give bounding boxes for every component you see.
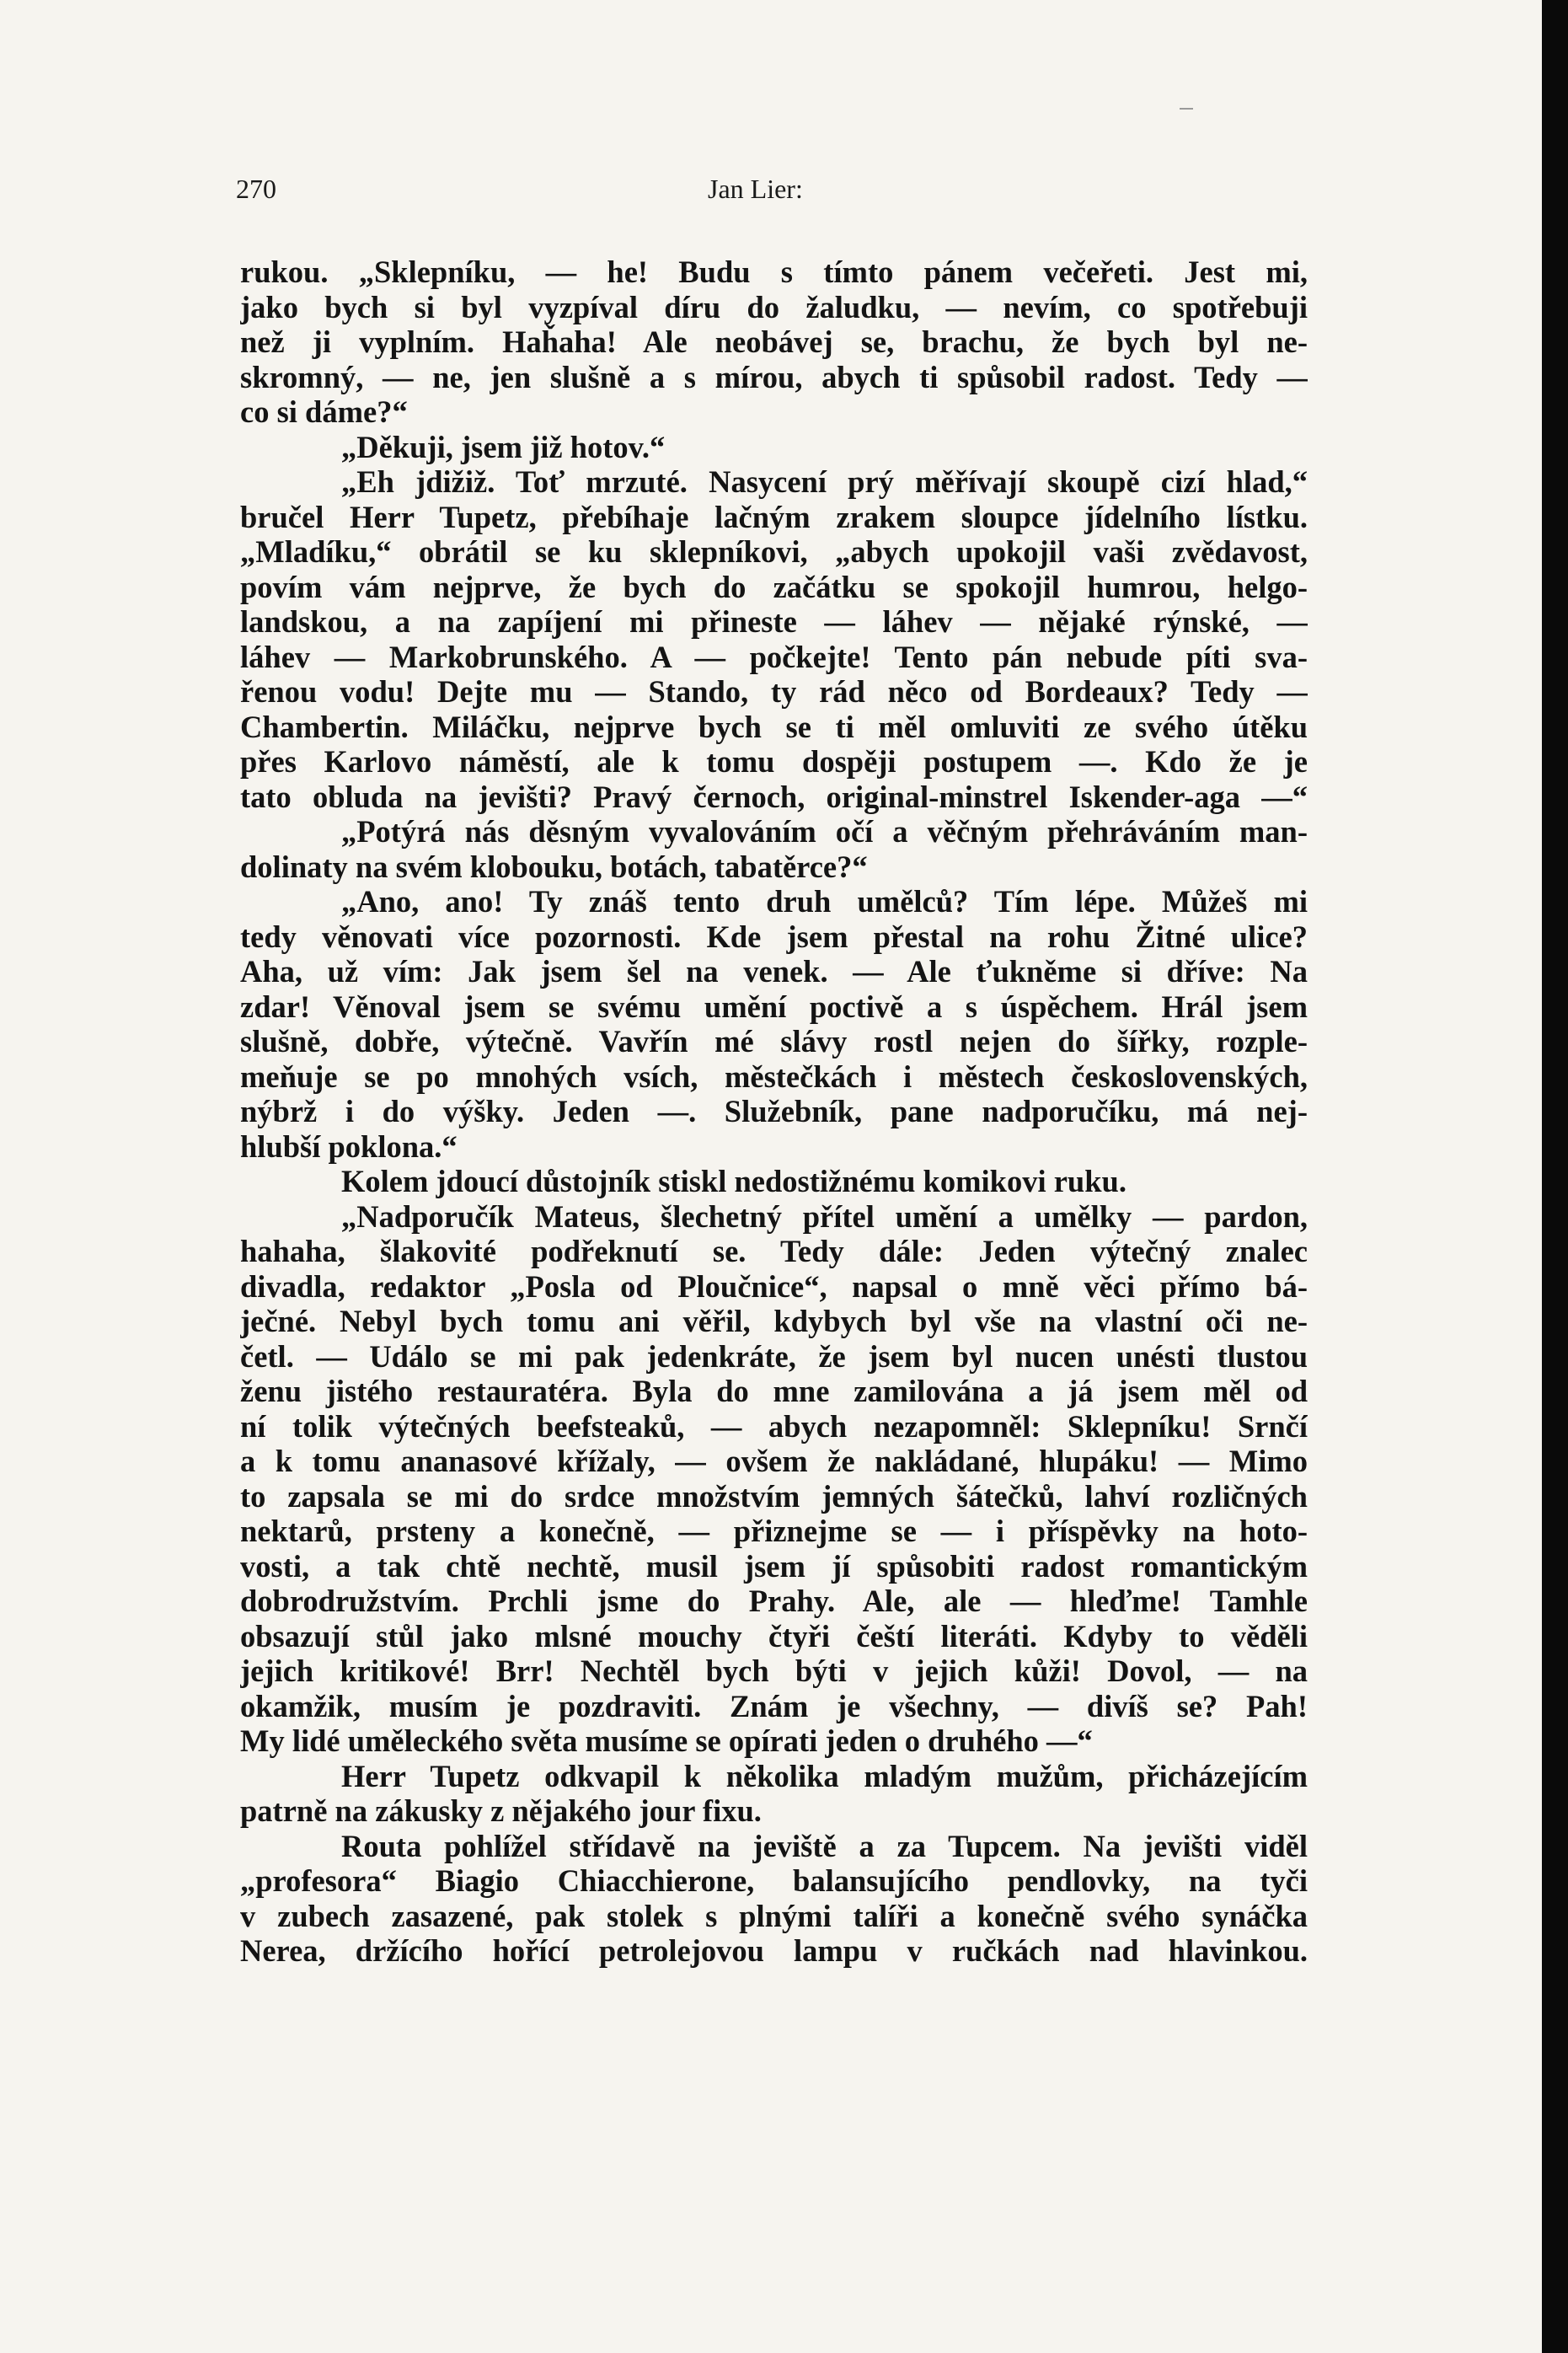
text-line: než ji vyplním. Haȟaha! Ale neobávej se, brachu, že bych byl ne- — [240, 324, 1308, 359]
text-line: dobrodružstvím. Prchli jsme do Prahy. Ale, ale — hleďme! Tamhle — [240, 1584, 1308, 1618]
text-line: nektarů, prsteny a konečně, — přiznejme se — i příspěvky na hoto- — [240, 1514, 1308, 1548]
text-line: „Eh jdižiž. Toť mrzuté. Nasycení prý měřívají skoupě cizí hlad,“ — [341, 464, 1308, 499]
text-line: ječné. Nebyl bych tomu ani věřil, kdybych byl vše na vlastní oči ne- — [240, 1304, 1308, 1338]
text-line: četl. — Událo se mi pak jedenkráte, že jsem byl nucen unésti tlustou — [240, 1338, 1308, 1374]
text-line: landskou, a na zapíjení mi přineste — láhev — nějaké rýnské, — — [240, 604, 1308, 639]
scan-edge-border — [1542, 0, 1568, 2353]
text-line: a k tomu ananasové křížaly, — ovšem že nakládané, hlupáku! — Mimo — [240, 1444, 1308, 1478]
text-line: láhev — Markobrunského. A — počkejte! Tento pán nebude píti sva- — [240, 639, 1308, 674]
text-line: rukou. „Sklepníku, — he! Budu s tímto pánem večeřeti. Jest mi, — [240, 255, 1308, 289]
text-line: „Ano, ano! Ty znáš tento druh umělců? Tím lépe. Můžeš mi — [341, 884, 1308, 919]
text-line: bručel Herr Tupetz, přebíhaje lačným zrakem sloupce jídelního lístku. — [240, 499, 1308, 534]
text-line: tato obluda na jevišti? Pravý černoch, original-minstrel Iskender-aga —“ — [240, 779, 1308, 814]
text-line: Herr Tupetz odkvapil k několika mladým mužům, přicházejícím — [341, 1758, 1308, 1793]
text-line: Chambertin. Miláčku, nejprve bych se ti měl omluviti ze svého útěku — [240, 709, 1308, 744]
text-line: tedy věnovati více pozornosti. Kde jsem přestal na rohu Žitné ulice? — [240, 919, 1308, 954]
text-line: přes Karlovo náměstí, ale k tomu dospěji postupem —. Kdo že je — [240, 744, 1308, 779]
text-line: „Mladíku,“ obrátil se ku sklepníkovi, „abych upokojil vaši zvědavost, — [240, 534, 1308, 569]
text-line: obsazují stůl jako mlsné mouchy čtyři čeští literáti. Kdyby to věděli — [240, 1618, 1308, 1654]
text-line: slušně, dobře, výtečně. Vavřín mé slávy rostl nejen do šířky, rozple- — [240, 1024, 1308, 1059]
text-line: jako bych si byl vyzpíval díru do žaludku, — nevím, co spotřebuji — [240, 289, 1308, 324]
running-head-author: Jan Lier: — [708, 174, 803, 204]
text-line: „Nadporučík Mateus, šlechetný přítel umění a umělky — pardon, — [341, 1198, 1308, 1234]
text-line: Kolem jdoucí důstojník stiskl nedostižnému komikovi ruku. — [341, 1164, 1126, 1198]
text-line: nýbrž i do výšky. Jeden —. Služebník, pane nadporučíku, má nej- — [240, 1094, 1308, 1128]
text-line: My lidé uměleckého světa musíme se opírati jeden o druhého —“ — [240, 1723, 1093, 1758]
text-line: řenou vodu! Dejte mu — Stando, ty rád něco od Bordeaux? Tedy — — [240, 674, 1308, 709]
text-line: dolinaty na svém klobouku, botách, tabatěrce?“ — [240, 849, 868, 884]
paper-speck — [1180, 108, 1193, 110]
text-line: divadla, redaktor „Posla od Ploučnice“, napsal o mně věci přímo bá- — [240, 1268, 1308, 1304]
text-line: vosti, a tak chtě nechtě, musil jsem jí spůsobiti radost romantickým — [240, 1548, 1308, 1584]
text-line: co si dáme?“ — [240, 394, 408, 429]
text-line: jejich kritikové! Brr! Nechtěl bych býti v jejich kůži! Dovol, — na — [240, 1654, 1308, 1688]
text-line: hlubší poklona.“ — [240, 1128, 458, 1164]
body-text — [240, 255, 1308, 1969]
text-line: ní tolik výtečných beefsteaků, — abych nezapomněl: Sklepníku! Srnčí — [240, 1408, 1308, 1444]
text-line: hahaha, šlakovité podřeknutí se. Tedy dále: Jeden výtečný znalec — [240, 1234, 1308, 1268]
text-line: „Děkuji, jsem již hotov.“ — [341, 429, 666, 464]
text-line: skromný, — ne, jen slušně a s mírou, abych ti spůsobil radost. Tedy — — [240, 359, 1308, 394]
text-line: „profesora“ Biagio Chiacchierone, balansujícího pendlovky, na tyči — [240, 1863, 1308, 1898]
page-number: 270 — [236, 174, 276, 204]
text-line: Nerea, držícího hořící petrolejovou lampu v ručkách nad hlavinkou. — [240, 1933, 1308, 1968]
text-line: zdar! Věnoval jsem se svému umění poctivě a s úspěchem. Hrál jsem — [240, 989, 1308, 1024]
text-line: povím vám nejprve, že bych do začátku se spokojil humrou, helgo- — [240, 569, 1308, 604]
text-line: v zubech zasazené, pak stolek s plnými talíři a konečně svého synáčka — [240, 1898, 1308, 1933]
text-line: meňuje se po mnohých vsích, městečkách i městech československých, — [240, 1059, 1308, 1094]
text-line: Aha, už vím: Jak jsem šel na venek. — Ale ťukněme si dříve: Na — [240, 954, 1308, 989]
text-line: ženu jistého restauratéra. Byla do mne zamilována a já jsem měl od — [240, 1374, 1308, 1408]
text-line: okamžik, musím je pozdraviti. Znám je všechny, — divíš se? Pah! — [240, 1688, 1308, 1723]
text-line: patrně na zákusky z nějakého jour fixu. — [240, 1793, 762, 1828]
running-head — [236, 174, 1310, 224]
text-line: „Potýrá nás děsným vyvalováním očí a věčným přehráváním man- — [341, 814, 1308, 849]
text-line: to zapsala se mi do srdce množstvím jemných šátečků, lahví rozličných — [240, 1478, 1308, 1514]
text-line: Routa pohlížel střídavě na jeviště a za Tupcem. Na jevišti viděl — [341, 1828, 1308, 1863]
